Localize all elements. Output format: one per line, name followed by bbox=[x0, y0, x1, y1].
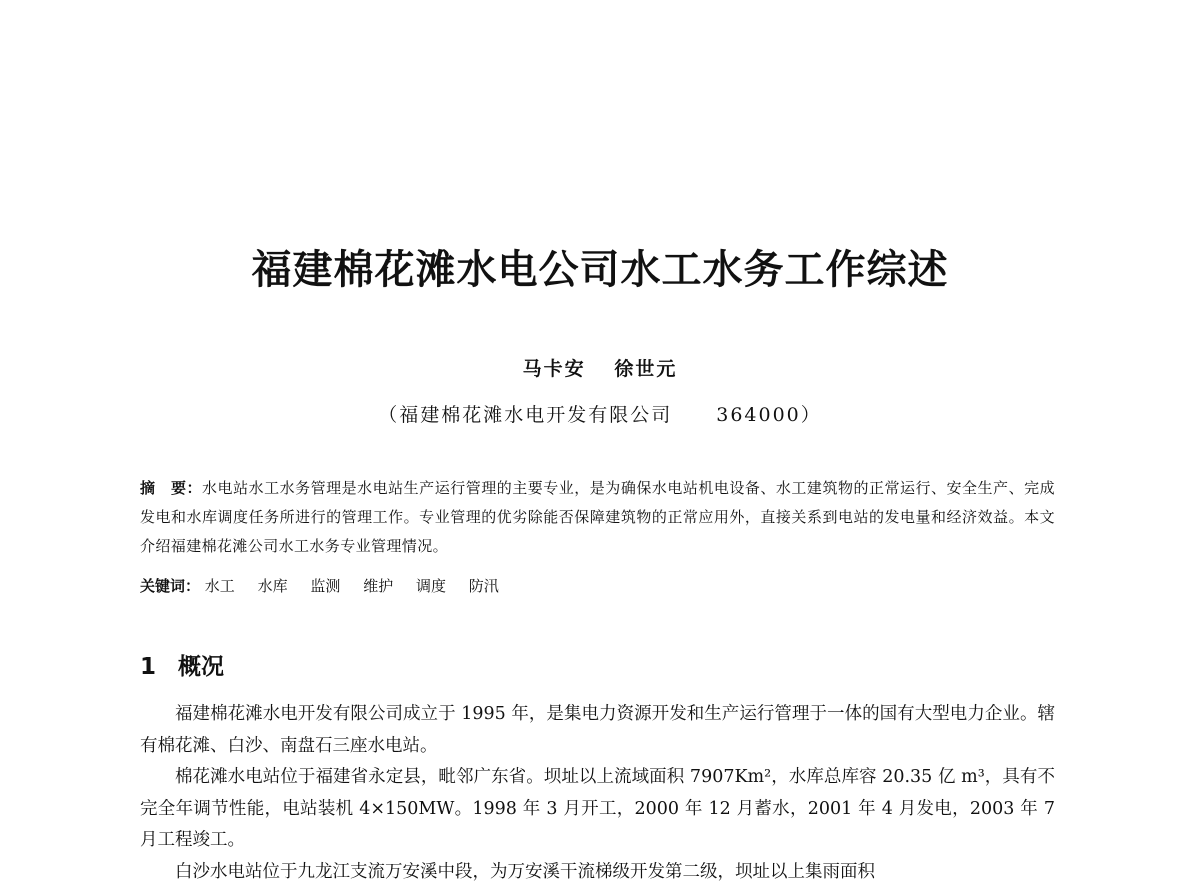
keyword: 监测 bbox=[310, 577, 340, 595]
affiliation-close-paren: ） bbox=[801, 404, 822, 426]
affiliation-name: 福建棉花滩水电开发有限公司 bbox=[399, 404, 672, 426]
affiliation bbox=[0, 400, 1200, 427]
body-paragraph: 白沙水电站位于九龙江支流万安溪中段，为万安溪干流梯级开发第二级，坝址以上集雨面积 bbox=[140, 857, 1055, 888]
affiliation-postcode: 364000 bbox=[716, 404, 801, 426]
author-name: 徐世元 bbox=[614, 358, 677, 380]
abstract-text: 水电站水工水务管理是水电站生产运行管理的主要专业，是为确保水电站机电设备、水工建筑物的正常运行、安全生产、完成发电和水库调度任务所进行的管理工作。专业管理的优劣除能否保障建筑物的正常应用外，直接关系到电站的发电量和经济效益。本文介绍福建棉花滩公司水工水务专业管理情况。 bbox=[140, 479, 1055, 555]
keyword: 维护 bbox=[363, 577, 393, 595]
body-paragraph: 福建棉花滩水电开发有限公司成立于 1995 年，是集电力资源开发和生产运行管理于一体的国有大型电力企业。辖有棉花滩、白沙、南盘石三座水电站。 bbox=[140, 699, 1055, 762]
section-title: 概况 bbox=[178, 654, 224, 680]
keywords-label: 关键词： bbox=[140, 577, 200, 595]
abstract-label: 摘 要： bbox=[140, 479, 202, 497]
affiliation-open-paren: （ bbox=[378, 404, 399, 426]
paper-title: 福建棉花滩水电公司水工水务工作综述 bbox=[0, 238, 1200, 295]
keyword: 水库 bbox=[258, 577, 288, 595]
keyword: 防汛 bbox=[469, 577, 499, 595]
keyword: 调度 bbox=[416, 577, 446, 595]
author-name: 马卡安 bbox=[523, 358, 586, 380]
section-body bbox=[140, 699, 1055, 888]
author-list bbox=[0, 354, 1200, 381]
body-paragraph: 棉花滩水电站位于福建省永定县，毗邻广东省。坝址以上流域面积 7907Km²，水库总库容 20.35 亿 m³，具有不完全年调节性能，电站装机 4×150MW。1998 年 3 月开工，2000 年 12 月蓄水，2001 年 4 月发电，2003 年 7 月工程竣工。 bbox=[140, 762, 1055, 857]
abstract bbox=[140, 474, 1055, 561]
section-heading bbox=[140, 648, 224, 681]
keywords bbox=[140, 573, 1055, 599]
keyword: 水工 bbox=[205, 577, 235, 595]
section-number: 1 bbox=[140, 654, 156, 680]
